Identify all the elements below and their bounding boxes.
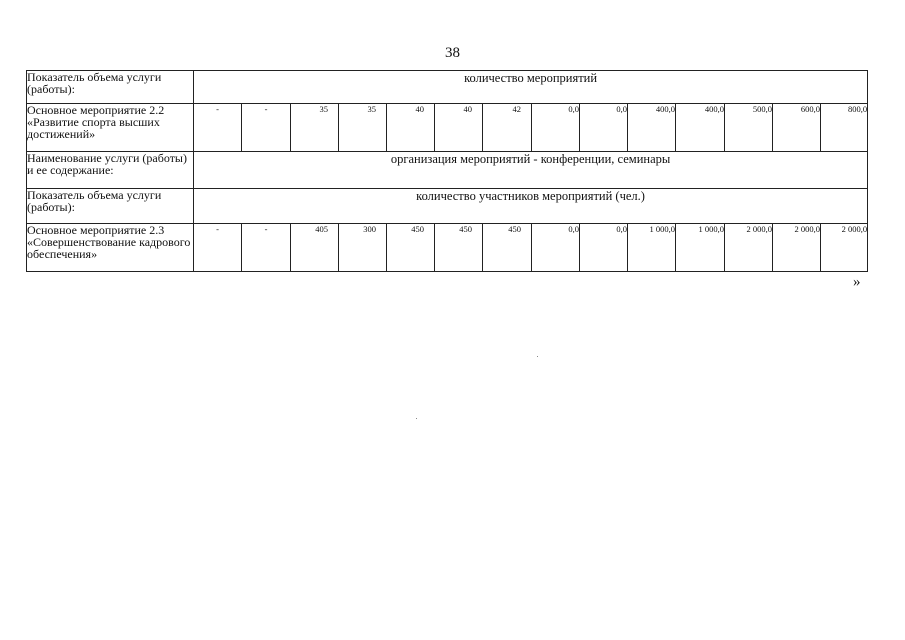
- value-cell: 2 000,0: [773, 224, 821, 272]
- row-label: Показатель объема услуги (работы):: [27, 189, 194, 224]
- value-cell: -: [194, 224, 242, 272]
- value-cell: 0,0: [532, 224, 580, 272]
- scan-speck: [416, 418, 417, 419]
- row-label: Показатель объема услуги (работы):: [27, 71, 194, 104]
- value-cell: 1 000,0: [676, 224, 725, 272]
- service-indicators-table: [26, 70, 868, 272]
- table-row: [27, 189, 868, 224]
- table-row: [27, 104, 868, 152]
- value-cell: 800,0: [821, 104, 868, 152]
- row-label: Основное мероприятие 2.2 «Развитие спорта высших достижений»: [27, 104, 194, 152]
- value-cell: 500,0: [725, 104, 773, 152]
- value-cell: 405: [291, 224, 339, 272]
- table-row: [27, 71, 868, 104]
- row-span-text: количество мероприятий: [194, 71, 868, 104]
- value-cell: -: [242, 224, 291, 272]
- value-cell: 400,0: [628, 104, 676, 152]
- value-cell: 35: [291, 104, 339, 152]
- value-cell: 35: [339, 104, 387, 152]
- scan-speck: [537, 356, 538, 357]
- value-cell: 2 000,0: [821, 224, 868, 272]
- table-row: [27, 224, 868, 272]
- table-row: [27, 152, 868, 189]
- value-cell: 450: [435, 224, 483, 272]
- value-cell: 40: [435, 104, 483, 152]
- value-cell: 2 000,0: [725, 224, 773, 272]
- value-cell: 0,0: [532, 104, 580, 152]
- closing-quote: »: [853, 274, 861, 290]
- value-cell: 1 000,0: [628, 224, 676, 272]
- row-span-text: количество участников мероприятий (чел.): [194, 189, 868, 224]
- row-label: Основное мероприятие 2.3 «Совершенствование кадрового обеспечения»: [27, 224, 194, 272]
- value-cell: -: [242, 104, 291, 152]
- value-cell: 300: [339, 224, 387, 272]
- value-cell: 400,0: [676, 104, 725, 152]
- value-cell: 450: [483, 224, 532, 272]
- row-label: Наименование услуги (работы) и ее содержание:: [27, 152, 194, 189]
- value-cell: 0,0: [580, 104, 628, 152]
- value-cell: 42: [483, 104, 532, 152]
- value-cell: -: [194, 104, 242, 152]
- value-cell: 0,0: [580, 224, 628, 272]
- value-cell: 450: [387, 224, 435, 272]
- row-span-text: организация мероприятий - конференции, семинары: [194, 152, 868, 189]
- value-cell: 40: [387, 104, 435, 152]
- value-cell: 600,0: [773, 104, 821, 152]
- page-number: 38: [445, 45, 460, 61]
